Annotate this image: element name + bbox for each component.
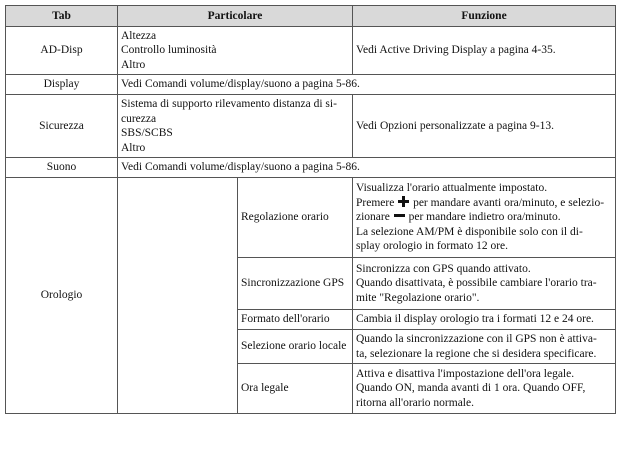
header-particolare: Particolare	[118, 6, 353, 27]
table-row	[6, 95, 616, 158]
funzione-text: per mandare avanti ora/minuto, e selezio-	[413, 196, 605, 209]
particolare-cell	[118, 95, 353, 158]
funzione-line: La selezione AM/PM è disponibile solo con il di-	[356, 225, 583, 238]
funzione-text: Premere	[356, 196, 395, 209]
particolare-cell: Vedi Comandi volume/display/suono a pagina 5-86.	[118, 158, 616, 178]
plus-icon	[398, 196, 409, 207]
funzione-line: Visualizza l'orario attualmente impostato.	[356, 182, 548, 195]
particolare-line: curezza	[121, 112, 157, 125]
particolare-cell: Ora legale	[238, 364, 353, 414]
funzione-line: Cambia il display orologio tra i formati 12 e 24 ore.	[356, 313, 594, 326]
tab-cell-suono: Suono	[6, 158, 118, 178]
funzione-line: Quando ON, manda avanti di 1 ora. Quando OFF,	[356, 382, 586, 395]
particolare-line: Sistema di supporto rilevamento distanza di si-	[121, 98, 337, 110]
particolare-cell: Selezione orario locale	[238, 330, 353, 364]
spacer-cell	[118, 178, 238, 414]
funzione-line: Quando disattivata, è possibile cambiare l'orario tra-	[356, 277, 597, 290]
tab-cell-display: Display	[6, 75, 118, 95]
funzione-cell	[353, 330, 616, 364]
funzione-text: zionare	[356, 211, 390, 224]
table-row	[6, 178, 616, 258]
funzione-cell	[353, 258, 616, 310]
tab-cell-sicurezza: Sicurezza	[6, 95, 118, 158]
particolare-cell: Regolazione orario	[238, 178, 353, 258]
funzione-line	[356, 196, 612, 211]
funzione-cell	[353, 364, 616, 414]
particolare-cell: Formato dell'orario	[238, 310, 353, 330]
table-row	[6, 27, 616, 75]
tab-cell-orologio: Orologio	[6, 178, 118, 414]
particolare-line: Altro	[121, 141, 146, 154]
funzione-line: Quando la sincronizzazione con il GPS non è attiva-	[356, 333, 597, 345]
funzione-line: ritorna all'orario normale.	[356, 396, 474, 409]
particolare-cell: Vedi Comandi volume/display/suono a pagina 5-86.	[118, 75, 616, 95]
funzione-line: Attiva e disattiva l'impostazione dell'ora legale.	[356, 367, 575, 380]
particolare-line: Controllo luminosità	[121, 44, 217, 57]
table-row	[6, 158, 616, 178]
funzione-cell: Vedi Active Driving Display a pagina 4-35.	[353, 27, 616, 75]
particolare-line: SBS/SCBS	[121, 127, 173, 139]
particolare-cell: Sincronizzazione GPS	[238, 258, 353, 310]
settings-table	[5, 5, 616, 414]
particolare-cell	[118, 27, 353, 75]
header-row	[6, 6, 616, 27]
funzione-cell	[353, 178, 616, 258]
funzione-cell	[353, 310, 616, 330]
header-funzione: Funzione	[353, 6, 616, 27]
tab-cell-addisp: AD-Disp	[6, 27, 118, 75]
particolare-line: Altro	[121, 58, 146, 71]
funzione-line: mite "Regolazione orario".	[356, 291, 480, 304]
funzione-line: ta, selezionare la regione che si desidera specificare.	[356, 347, 597, 360]
minus-icon	[394, 210, 405, 221]
particolare-line: Altezza	[121, 29, 157, 42]
funzione-line: Sincronizza con GPS quando attivato.	[356, 262, 531, 275]
table-row	[6, 75, 616, 95]
funzione-line	[356, 210, 612, 225]
funzione-text: per mandare indietro ora/minuto.	[408, 211, 561, 224]
funzione-line: splay orologio in formato 12 ore.	[356, 240, 509, 253]
header-tab: Tab	[6, 6, 118, 27]
funzione-cell: Vedi Opzioni personalizzate a pagina 9-13.	[353, 95, 616, 158]
